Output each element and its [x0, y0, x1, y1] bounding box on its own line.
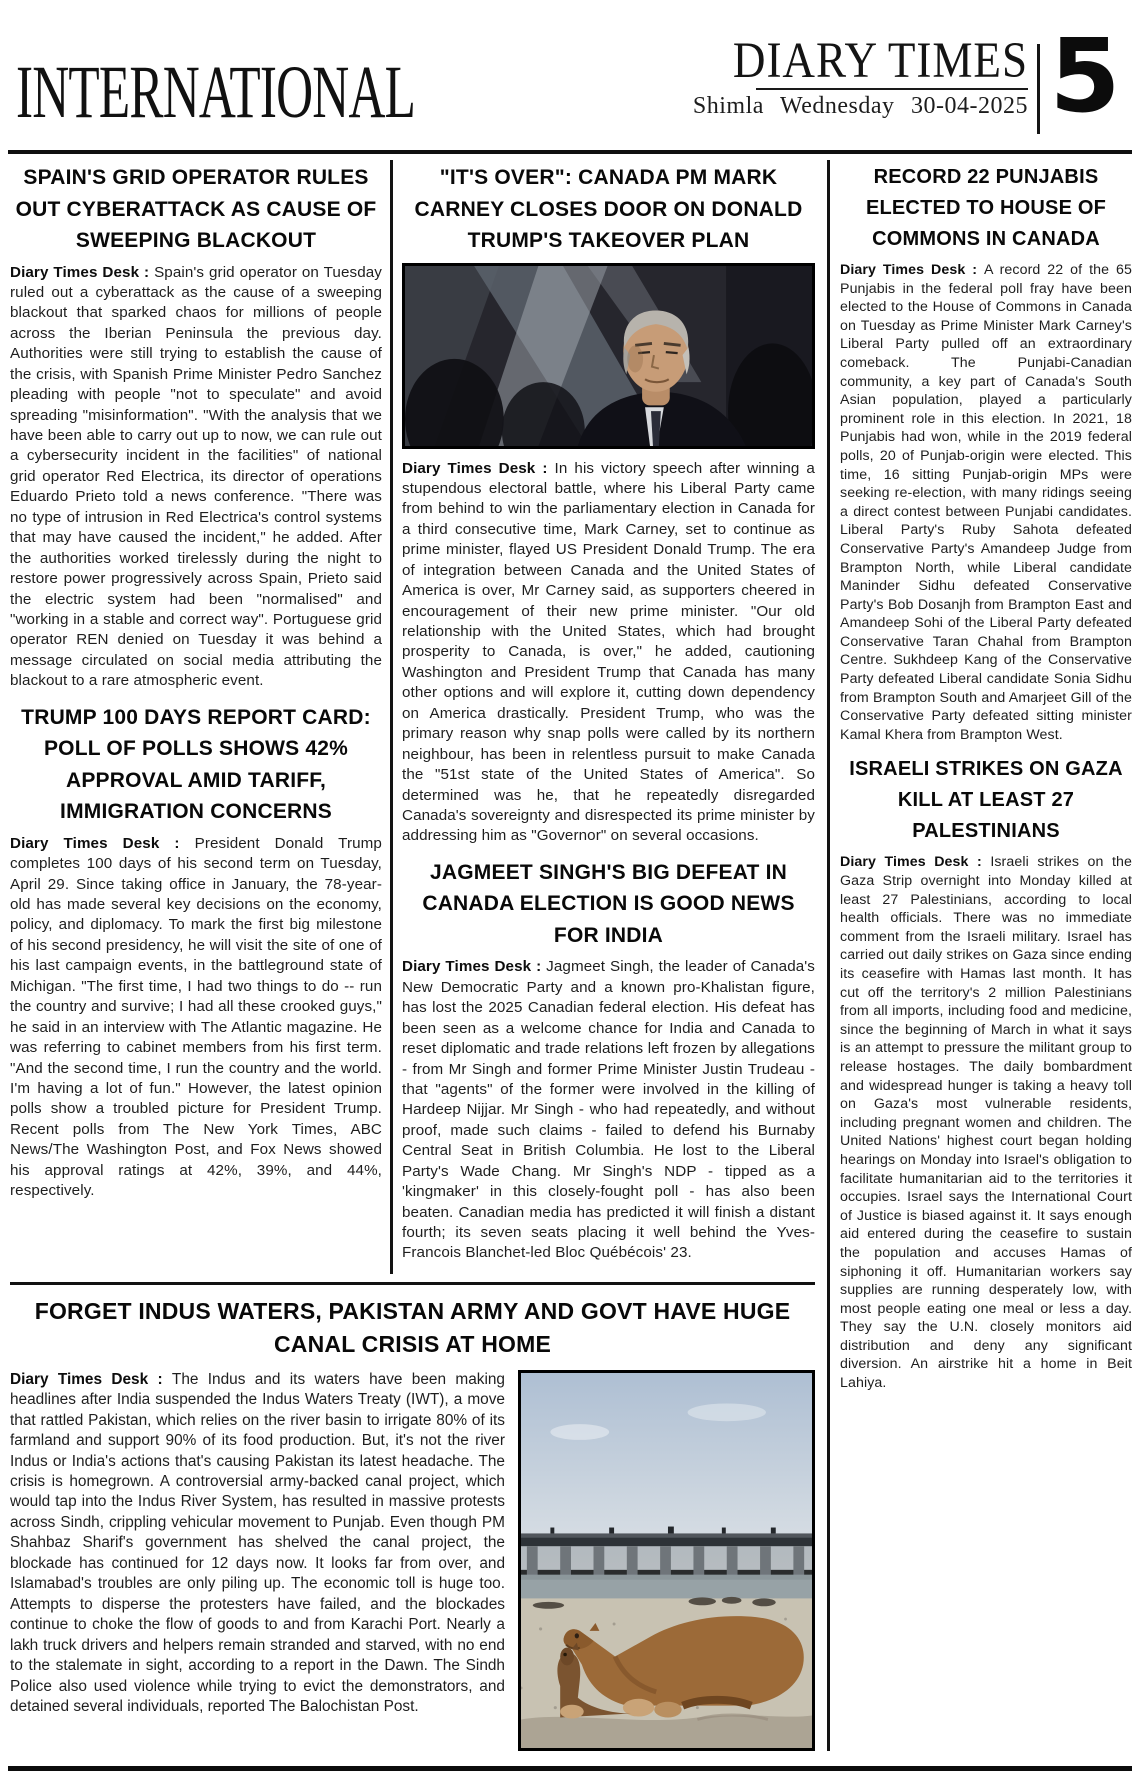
section-title: INTERNATIONAL: [16, 49, 416, 134]
carney-photo: [402, 263, 815, 449]
masthead-title: DIARY TIMES: [732, 32, 1028, 90]
page-number: 5: [1049, 17, 1119, 136]
article-headline: SPAIN'S GRID OPERATOR RULES OUT CYBERATTACK AS CAUSE OF SWEEPING BLACKOUT: [15, 166, 377, 252]
article-body: [402, 957, 815, 1264]
article-carney-takeover: [402, 162, 815, 847]
byline: Diary Times Desk :: [10, 1370, 172, 1388]
page-header: [0, 0, 1140, 150]
body-text: Spain's grid operator on Tuesday ruled out a cyberattack as the cause of a sweeping blackout that sparked chaos for millions of people across the Iberian Peninsula the previous day. Authorities were still trying to establish the cause of the crisis, with Spanish Prime Minister Pedro Sanchez pleading with people "not to speculate" and avoid spreading "misinformation". "With the analysis that we have been able to carry out up to now, we can rule out a cybersecurity incident in the facilities" of national grid operator Red Electrica, its director of operations Eduardo Prieto told a news conference. "There was no type of intrusion in Red Electrica's control systems that may have caused the incident," he added. After the authorities worked tirelessly during the night to restore power progressively across Spain, Prieto said the electric system had been "normalised" and "working in a stable and correct way". Portuguese grid operator REN denied on Tuesday it was behind a message circulated on social media attributing the blackout to a rare atmospheric event.: [10, 263, 382, 690]
dateline: Shimla Wednesday 30-04-2025: [692, 92, 1028, 119]
article-headline: TRUMP 100 DAYS REPORT CARD: POLL OF POLLS SHOWS 42% APPROVAL AMID TARIFF, IMMIGRATION CONCERNS: [21, 705, 371, 824]
byline: Diary Times Desk :: [10, 263, 155, 281]
byline: Diary Times Desk :: [402, 958, 547, 976]
article-body: [10, 1370, 505, 1751]
column-divider-1: [390, 160, 393, 1274]
article-jagmeet-singh: [402, 857, 815, 1264]
article-punjabis-elected: [840, 162, 1132, 744]
article-headline: JAGMEET SINGH'S BIG DEFEAT IN CANADA ELECTION IS GOOD NEWS FOR INDIA: [422, 860, 795, 947]
byline: Diary Times Desk :: [402, 459, 555, 477]
left-region: [10, 160, 815, 1751]
byline: Diary Times Desk :: [10, 834, 195, 852]
article-body: [10, 834, 382, 1202]
body-text: In his victory speech after winning a stupendous electoral battle, where his Liberal Party came from behind to win the parliamentary election in Canada for a third consecutive time, Mark Carney, set to continue as prime minister, flayed US President Donald Trump. The era of integration between Canada and the United States of America is over, Mr Carney said, as supporters cheered in encouragement of their new prime minister. "Our old relationship with the United States, which had brought prosperity to Canada, is over," he added, cautioning Washington and President Trump that Canada has many other options and will explore it, cutting down dependency on America drastically. President Trump, who was the primary reason why snap polls were called by its northern neighbour, has been in relentless pursuit to make Canada the "51st state of the United States of America". So determined was he, that he repeatedly disregarded Canada's sovereignty and disrespected its prime minister by addressing him as "Governor" on several occasions.: [402, 459, 815, 845]
article-headline: ISRAELI STRIKES ON GAZA KILL AT LEAST 27 PALESTINIANS: [849, 758, 1123, 843]
article-spain-blackout: [10, 162, 382, 692]
body-text: The Indus and its waters have been making headlines after India suspended the Indus Waters Treaty (IWT), a move that rattled Pakistan, which relies on the river basin to irrigate 80% of its farmland and support 90% of its food production. But, it's not the river Indus or India's actions that's causing Pakistan its latest headache. The crisis is homegrown. A controversial army-backed canal project, which would tap into the Indus River System, has resulted in massive protests across Sindh, crippling vehicular movement to Punjab. Even though PM Shahbaz Sharif's government has shelved the canal project, the blockade has continued for 12 days now. It looks far from over, and Islamabad's troubles are only piling up. The economic toll is huge too. Attempts to disperse the protesters have failed, and the blockades continue to choke the flow of goods to and from Karachi Port. Nearly a lakh truck drivers and helpers remain stranded and starved, with no end to the stalemate in sight, according to a report in the Dawn. The Sindh Police also used violence while trying to evict the demonstrators, and detained several individuals, reported The Balochistan Post.: [10, 1370, 505, 1716]
article-headline: RECORD 22 PUNJABIS ELECTED TO HOUSE OF COMMONS IN CANADA: [865, 166, 1107, 250]
content-area: [10, 160, 1132, 1751]
byline: Diary Times Desk :: [840, 854, 991, 871]
article-headline: FORGET INDUS WATERS, PAKISTAN ARMY AND GOVT HAVE HUGE CANAL CRISIS AT HOME: [34, 1297, 791, 1358]
article-headline: "IT'S OVER": CANADA PM MARK CARNEY CLOSES DOOR ON DONALD TRUMP'S TAKEOVER PLAN: [414, 166, 803, 252]
byline: Diary Times Desk :: [840, 262, 984, 278]
camel-photo: [518, 1370, 815, 1751]
article-indus-canal: [10, 1282, 815, 1751]
article-body: [840, 261, 1132, 744]
column-1: [10, 160, 382, 1274]
header-rule: [8, 150, 1132, 154]
body-text: Israeli strikes on the Gaza Strip overnight into Monday killed at least 27 Palestinians, according to local health officials. There was no immediate comment from the Israeli military. Israel has carried out daily strikes on Gaza since ending its ceasefire with Hamas last month. It has cut off the territory's 2 million Palestinians from all imports, including food and medicine, since the beginning of March in what it says is an attempt to pressure the militant group to release hostages. The daily bombardment and widespread hunger is taking a heavy toll on Gaza's most vulnerable residents, including pregnant women and children. The United Nations' highest court began holding hearings on Monday into Israel's obligation to facilitate humanitarian aid to the territories it occupies. Israel says the International Court of Justice is biased against it. It says enough aid entered during the ceasefire to sustain the population and accuses Hamas of siphoning it off. Humanitarian workers say supplies are running desperately low, with most people eating one meal or less a day. They say the U.N. closely monitors aid distribution and deny any significant diversion. An airstrike hit a home in Beit Lahiya.: [840, 854, 1132, 1392]
column-2: [402, 160, 815, 1274]
page-number-divider: [1037, 44, 1040, 134]
page-bottom-rule: [8, 1766, 1132, 1771]
masthead-block: [608, 34, 1028, 120]
column-3: [840, 160, 1132, 1751]
article-trump-100-days: [10, 702, 382, 1202]
body-text: Jagmeet Singh, the leader of Canada's New Democratic Party and a known pro-Khalistan figure, has lost the 2025 Canadian federal election. His defeat has been seen as a welcome chance for India and Canada to reset diplomatic and trade relations left frozen by allegations - from Mr Singh and former Prime Minister Justin Trudeau - that "agents" of the former were involved in the killing of Hardeep Nijjar. Mr Singh - who had repeatedly, and without proof, made such claims - failed to defend his Burnaby Central Seat in British Columbia. He lost to the Liberal Party's Wade Chang. Mr Singh's NDP - tipped as a 'kingmaker' in this closely-fought poll - has also been beaten. Canadian media has predicted it will finish a distant fourth; its seven seats placing it well behind the Yves-Francois Blanchet-led Bloc Québécois' 23.: [402, 958, 815, 1262]
column-divider-2: [827, 160, 830, 1751]
article-body: [402, 459, 815, 847]
article-body: [840, 853, 1132, 1392]
body-text: President Donald Trump completes 100 days of his second term on Tuesday, April 29. Since taking office in January, the 78-year-old has made several key decisions on the economy, policy, and diplomacy. To mark the first big milestone of his second presidency, he will visit the site of one of his last campaign events, in the battleground state of Michigan. "The first time, I had two things to do -- run the country and survive; I had all these crooked guys," he said in an interview with The Atlantic magazine. He was referring to cabinet members from his first term. "And the second time, I run the country and the world. I'm having a lot of fun." However, the latest opinion polls show a troubled picture for President Trump. Recent polls from The New York Times, ABC News/The Washington Post, and Fox News showed his approval ratings at 42%, 39%, and 44%, respectively.: [10, 834, 382, 1200]
article-body: [10, 263, 382, 692]
body-text: A record 22 of the 65 Punjabis in the federal poll fray have been elected to the House of Commons in Canada on Tuesday as Prime Minister Mark Carney's Liberal Party pulled off an extraordinary comeback. The Punjabi-Canadian community, a key part of Canada's South Asian population, played a particularly prominent role in this election. In 2021, 18 Punjabis had won, while in the 2019 federal polls, 20 of Punjab-origin were elected. This time, 16 sitting Punjab-origin MPs were seeking re-election, with many ridings seeing a direct contest between Punjabi candidates. Liberal Party's Ruby Sahota defeated Conservative Party's Amandeep Judge from Brampton North, while Liberal candidate Maninder Sidhu defeated Conservative Party's Bob Dosanjh from Brampton East and Amandeep Sohi of the Liberal Party defeated Conservative Taran Chahal from Brampton Centre. Sukhdeep Kang of the Conservative Party defeated Liberal candidate Sonia Sidhu from Brampton South and Amarjeet Gill of the Conservative Party defeated sitting minister Kamal Khera from Brampton West.: [840, 262, 1132, 743]
article-gaza-strikes: [840, 754, 1132, 1392]
